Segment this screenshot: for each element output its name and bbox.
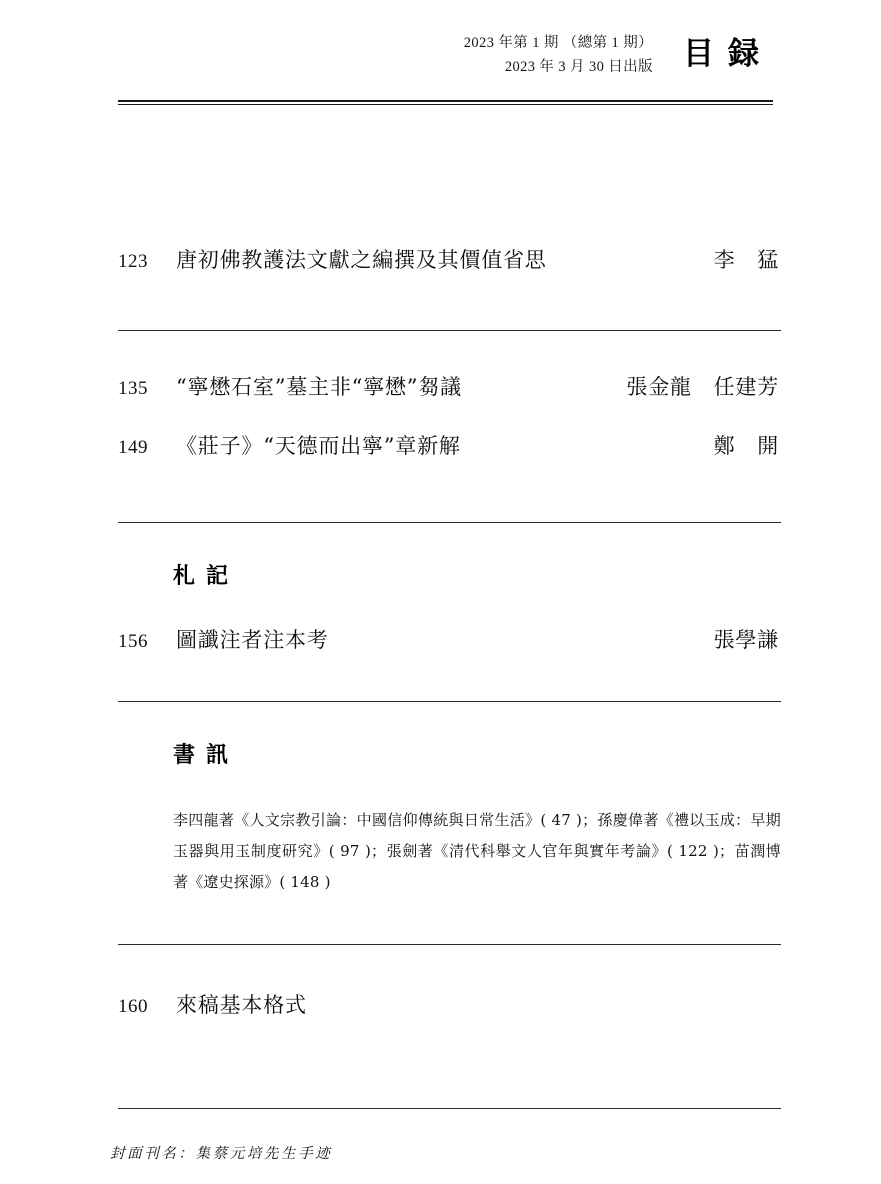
entry-page-number: 123 [118,251,148,272]
entry-page-number: 160 [118,995,148,1017]
toc-entry[interactable] [118,626,781,656]
entry-authors: 張學謙 [713,627,779,652]
entry-title: 來稿基本格式 [176,992,307,1017]
spacer [118,702,781,738]
issue-info [464,26,653,80]
section-heading-booknews: 書訊 [173,742,240,769]
spacer [118,523,781,559]
spacer [118,590,781,626]
cover-credit: 封面刊名：集蔡元培先生手迹 [110,1146,333,1162]
spacer [118,898,781,944]
toc-entry[interactable] [118,246,781,276]
spacer [118,402,781,432]
page-title: 目録 [683,36,773,72]
spacer [118,331,781,373]
spacer [118,769,781,805]
entry-title: “寧懋石室”墓主非“寧懋”芻議 [176,374,462,399]
entry-page-number: 156 [118,630,148,652]
section-heading-notes: 札記 [173,562,240,589]
spacer [118,276,781,330]
entry-title: 圖讖注者注本考 [176,627,329,652]
booknews-text: 李四龍著《人文宗教引論：中國信仰傳統與日常生活》( 47 )；孫慶偉著《禮以玉成：早期玉器與用玉制度研究》( 97 )；張劍著《清代科舉文人官年與實年考論》( 122 )；苗潤博著《遼史探源》( 148 ) [173,811,781,891]
spacer [118,945,781,991]
spacer [118,655,781,701]
toc-entry[interactable] [118,373,781,403]
entry-authors: 張金龍 任建芳 [626,374,779,399]
toc-entry[interactable] [118,991,781,1021]
publish-date: 2023 年 3 月 30 日出版 [504,58,653,75]
spacer [118,462,781,522]
entry-authors: 李 猛 [713,248,779,272]
toc-content [118,246,781,1020]
entry-title: 唐初佛教護法文獻之編撰及其價值省思 [176,248,547,272]
entry-page-number: 149 [118,437,148,459]
entry-title: 《莊子》“天德而出寧”章新解 [176,434,461,459]
page-header [0,26,881,80]
entry-authors: 鄭 開 [713,434,779,459]
toc-entry[interactable] [118,432,781,462]
footer-divider [118,1108,781,1109]
header-divider [118,100,773,102]
issue-number: 2023 年第 1 期 （總第 1 期） [463,35,653,51]
entry-page-number: 135 [118,377,148,399]
